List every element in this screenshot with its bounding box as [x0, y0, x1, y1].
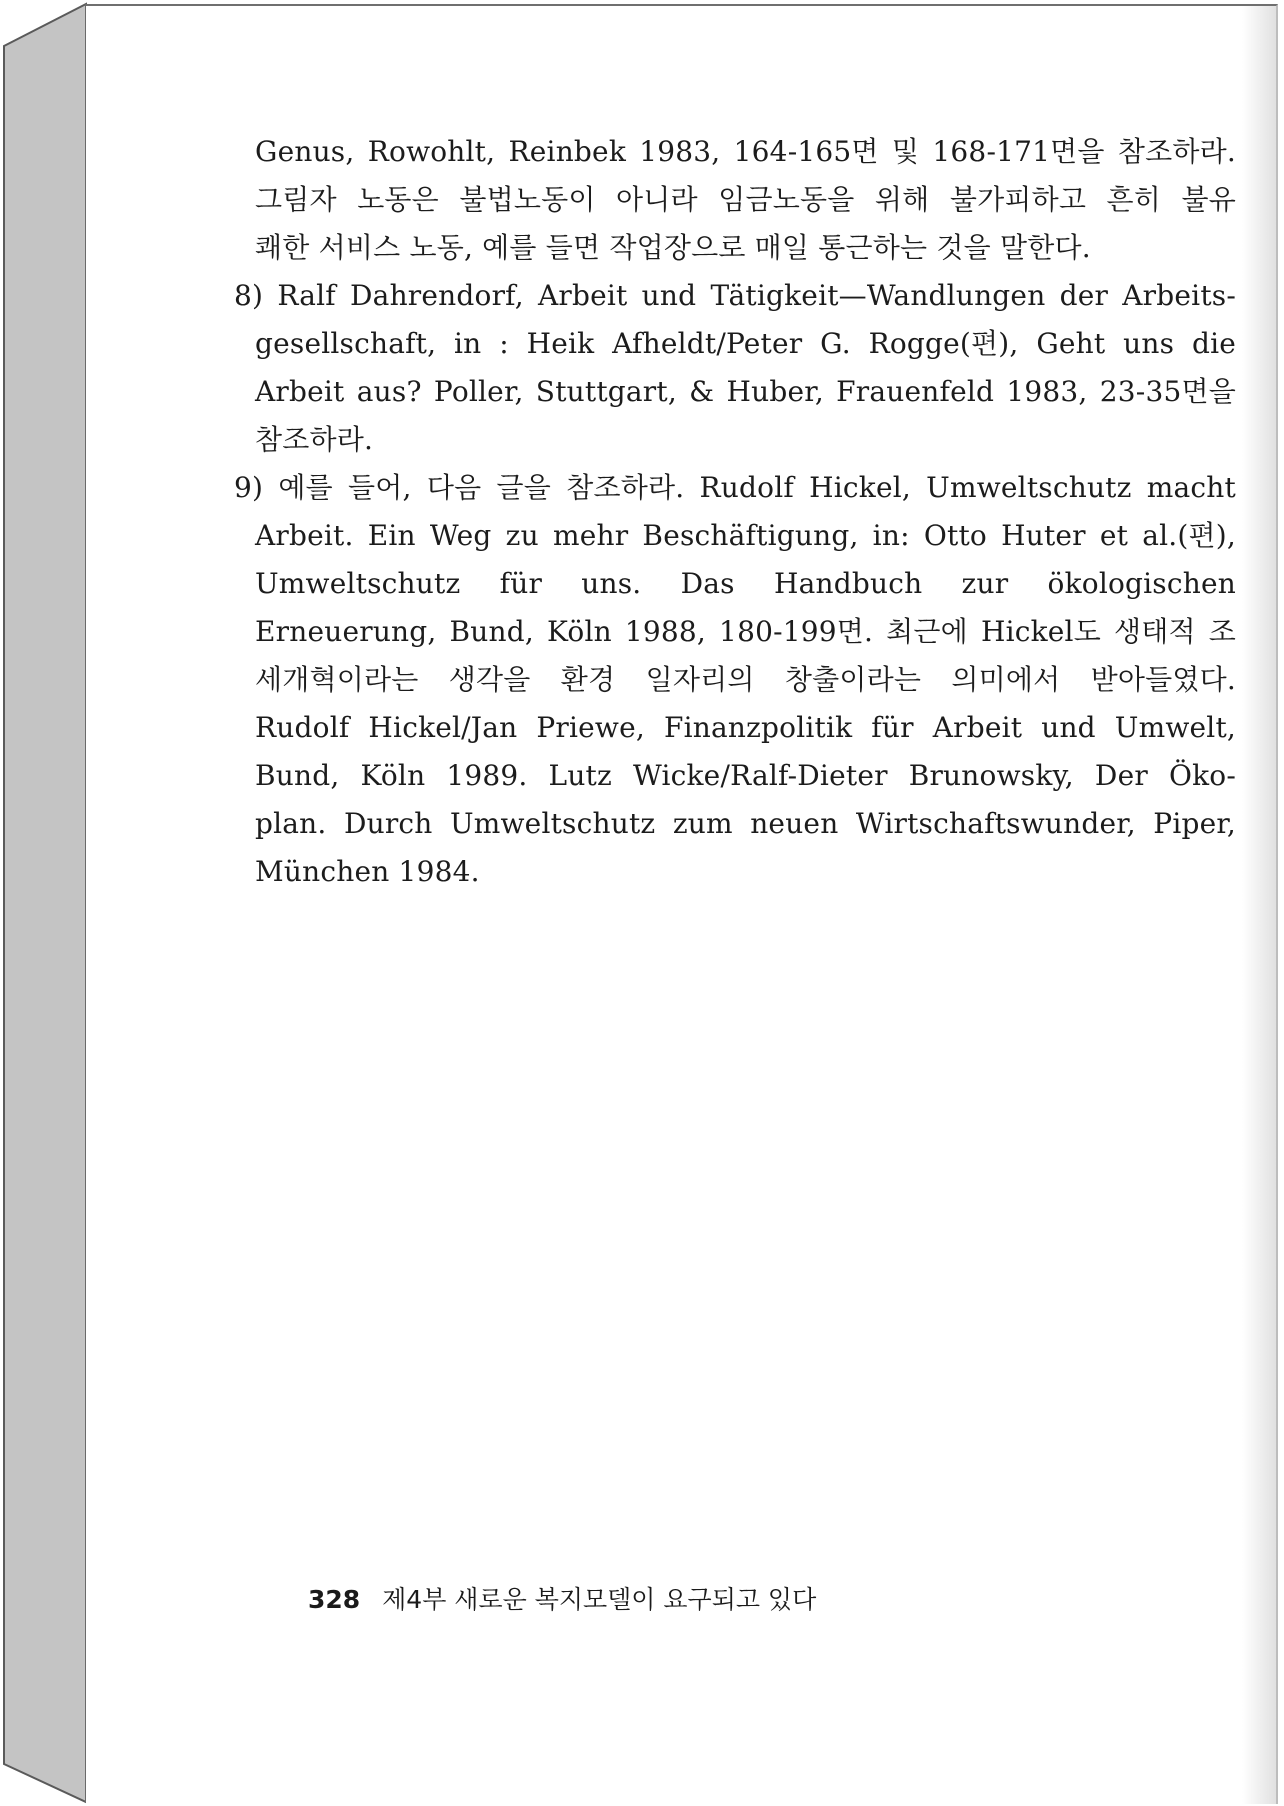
footnote-8-line: 참조하라.	[255, 423, 374, 456]
page-footer	[308, 1580, 816, 1616]
footnote-8-line: Arbeit aus? Poller, Stuttgart, & Huber, Frauenfeld 1983, 23-35면을	[255, 375, 1236, 408]
book-page	[86, 4, 1278, 1804]
footnote-9-line: Rudolf Hickel/Jan Priewe, Finanzpolitik für Arbeit und Umwelt,	[255, 711, 1236, 744]
running-title: 제4부 새로운 복지모델이 요구되고 있다	[382, 1585, 817, 1614]
footnote-9-line: Erneuerung, Bund, Köln 1988, 180-199면. 최근에 Hickel도 생태적 조	[255, 615, 1236, 648]
footnote-8-line: 8) Ralf Dahrendorf, Arbeit und Tätigkeit—Wandlungen der Arbeits-	[234, 279, 1236, 312]
footnote-line: 그림자 노동은 불법노동이 아니라 임금노동을 위해 불가피하고 흔히 불유	[255, 183, 1236, 216]
footnote-9-line: Umweltschutz für uns. Das Handbuch zur ökologischen	[255, 567, 1236, 600]
page-number: 328	[308, 1585, 361, 1614]
footnote-9-line: München 1984.	[255, 855, 480, 888]
footnote-9-line: 9) 예를 들어, 다음 글을 참조하라. Rudolf Hickel, Umweltschutz macht	[234, 471, 1236, 504]
footnote-9-line: 세개혁이라는 생각을 환경 일자리의 창출이라는 의미에서 받아들였다.	[255, 663, 1236, 696]
footnote-9-line: Arbeit. Ein Weg zu mehr Beschäftigung, in: Otto Huter et al.(편),	[255, 519, 1236, 552]
footnote-line: 쾌한 서비스 노동, 예를 들면 작업장으로 매일 통근하는 것을 말한다.	[255, 231, 1091, 264]
footnote-9-line: plan. Durch Umweltschutz zum neuen Wirtschaftswunder, Piper,	[255, 807, 1236, 840]
footnote-8-line: gesellschaft, in : Heik Afheldt/Peter G. Rogge(편), Geht uns die	[255, 327, 1236, 360]
footnote-line: Genus, Rowohlt, Reinbek 1983, 164-165면 및 168-171면을 참조하라.	[255, 135, 1236, 168]
footnotes-block	[234, 128, 1236, 896]
page-edge-shadow	[1242, 6, 1276, 1804]
footnote-9-line: Bund, Köln 1989. Lutz Wicke/Ralf-Dieter Brunowsky, Der Öko-	[255, 759, 1236, 792]
